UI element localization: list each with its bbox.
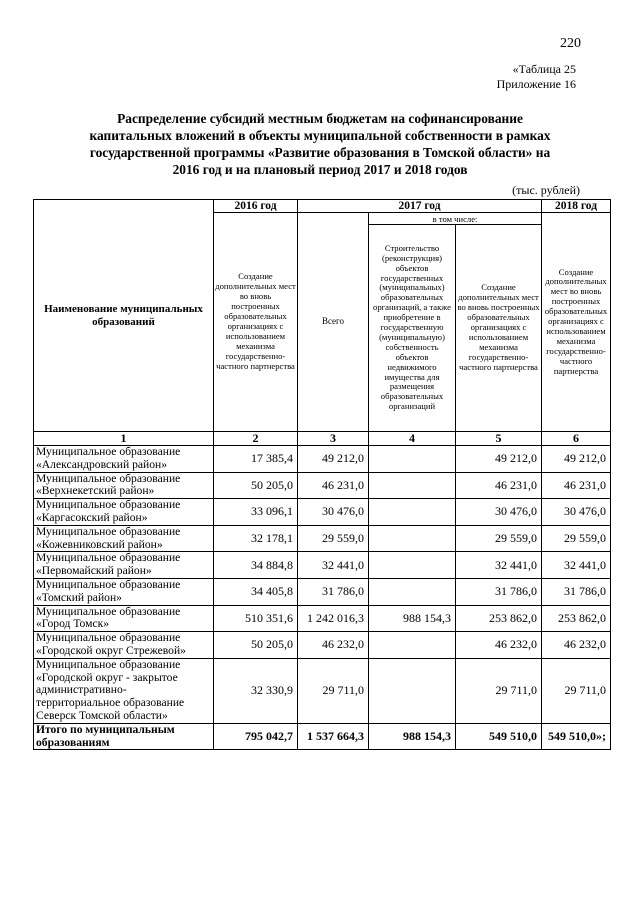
- value-2017-places: 29 559,0: [456, 525, 542, 552]
- municipality-name: Муниципальное образование «Томский район»: [34, 578, 214, 605]
- value-2017-construction: [369, 525, 456, 552]
- table-label: «Таблица 25: [512, 62, 576, 76]
- column-numbers-row: [34, 432, 611, 446]
- header-2017-total: Всего: [298, 213, 369, 432]
- total-label: Итого по муниципальным образованиям: [34, 723, 214, 750]
- value-2018: 46 232,0: [542, 632, 611, 659]
- value-2016: 34 884,8: [214, 552, 298, 579]
- value-2017-places: 31 786,0: [456, 578, 542, 605]
- column-number: 2: [214, 432, 298, 446]
- value-2016: 50 205,0: [214, 472, 298, 499]
- column-number: 3: [298, 432, 369, 446]
- value-2017-construction: [369, 472, 456, 499]
- title-line: государственной программы «Развитие образования в Томской области» на: [89, 145, 551, 160]
- column-number: 5: [456, 432, 542, 446]
- table-row: [34, 658, 611, 723]
- header-year-2016: 2016 год: [214, 200, 298, 213]
- value-2016: 510 351,6: [214, 605, 298, 632]
- total-2016: 795 042,7: [214, 723, 298, 750]
- value-2017-places: 32 441,0: [456, 552, 542, 579]
- title-line: Распределение субсидий местным бюджетам на софинансирование: [117, 111, 523, 126]
- value-2018: 29 711,0: [542, 658, 611, 723]
- header-2016-places: Создание дополнительных мест во вновь построенных образовательных организациях с использованием механизма государственно-частного партнерства: [214, 213, 298, 432]
- value-2016: 32 330,9: [214, 658, 298, 723]
- value-2018: 31 786,0: [542, 578, 611, 605]
- document-title: [80, 110, 560, 178]
- municipality-name: Муниципальное образование «Верхнекетский район»: [34, 472, 214, 499]
- municipality-name: Муниципальное образование «Каргасокский район»: [34, 499, 214, 526]
- value-2017-construction: [369, 446, 456, 473]
- table-row: [34, 446, 611, 473]
- value-2017-total: 46 232,0: [298, 632, 369, 659]
- value-2018: 46 231,0: [542, 472, 611, 499]
- value-2017-construction: [369, 658, 456, 723]
- header-year-2017: 2017 год: [298, 200, 542, 213]
- value-2017-places: 49 212,0: [456, 446, 542, 473]
- header-name: Наименование муниципальных образований: [34, 200, 214, 432]
- value-2017-places: 253 862,0: [456, 605, 542, 632]
- value-2018: 29 559,0: [542, 525, 611, 552]
- value-2016: 33 096,1: [214, 499, 298, 526]
- municipality-name: Муниципальное образование «Городской округ Стрежевой»: [34, 632, 214, 659]
- value-2017-total: 30 476,0: [298, 499, 369, 526]
- column-number: 1: [34, 432, 214, 446]
- total-2018: 549 510,0»;: [542, 723, 611, 750]
- value-2017-total: 31 786,0: [298, 578, 369, 605]
- title-line: 2016 год и на плановый период 2017 и 2018 годов: [172, 162, 468, 177]
- column-number: 6: [542, 432, 611, 446]
- table-row: [34, 472, 611, 499]
- value-2016: 32 178,1: [214, 525, 298, 552]
- value-2017-construction: [369, 552, 456, 579]
- appendix-label: Приложение 16: [496, 77, 576, 91]
- municipality-name: Муниципальное образование «Первомайский район»: [34, 552, 214, 579]
- value-2017-total: 49 212,0: [298, 446, 369, 473]
- units-label: (тыс. рублей): [512, 183, 580, 197]
- total-row: [34, 723, 611, 750]
- total-2017-construction: 988 154,3: [369, 723, 456, 750]
- table-row: [34, 578, 611, 605]
- value-2017-total: 32 441,0: [298, 552, 369, 579]
- header-2017-construction: Строительство (реконструкция) объектов государственных (муниципальных) образовательных организаций, а также приобретение в государственную (муниципальную) собственность объектов недвижимого имущества для размещения образовательных организаций: [369, 225, 456, 432]
- value-2018: 253 862,0: [542, 605, 611, 632]
- value-2018: 49 212,0: [542, 446, 611, 473]
- value-2018: 32 441,0: [542, 552, 611, 579]
- value-2016: 34 405,8: [214, 578, 298, 605]
- table-row: [34, 632, 611, 659]
- municipality-name: Муниципальное образование «Город Томск»: [34, 605, 214, 632]
- value-2017-construction: [369, 578, 456, 605]
- table-row: [34, 552, 611, 579]
- total-2017: 1 537 664,3: [298, 723, 369, 750]
- value-2017-construction: 988 154,3: [369, 605, 456, 632]
- header-2017-places: Создание дополнительных мест во вновь построенных образовательных организациях с использованием механизма государственно-частного партнерства: [456, 225, 542, 432]
- page-number: 220: [560, 36, 581, 51]
- value-2016: 17 385,4: [214, 446, 298, 473]
- value-2018: 30 476,0: [542, 499, 611, 526]
- value-2017-places: 46 232,0: [456, 632, 542, 659]
- value-2017-places: 46 231,0: [456, 472, 542, 499]
- total-2017-places: 549 510,0: [456, 723, 542, 750]
- table-row: [34, 499, 611, 526]
- value-2016: 50 205,0: [214, 632, 298, 659]
- header-including: в том числе:: [369, 213, 542, 225]
- header-year-2018: 2018 год: [542, 200, 611, 213]
- value-2017-total: 29 559,0: [298, 525, 369, 552]
- table-row: [34, 525, 611, 552]
- header-2018-places: Создание дополнительных мест во вновь построенных образовательных организациях с использованием механизма государственно-частного партнерства: [542, 213, 611, 432]
- value-2017-total: 1 242 016,3: [298, 605, 369, 632]
- title-line: капитальных вложений в объекты муниципальной собственности в рамках: [89, 128, 551, 143]
- value-2017-places: 30 476,0: [456, 499, 542, 526]
- municipality-name: Муниципальное образование «Кожевниковский район»: [34, 525, 214, 552]
- value-2017-places: 29 711,0: [456, 658, 542, 723]
- municipality-name: Муниципальное образование «Александровский район»: [34, 446, 214, 473]
- municipality-name: Муниципальное образование «Городской округ - закрытое административно-территориальное образование Северск Томской области»: [34, 658, 214, 723]
- subsidy-table: [33, 199, 611, 750]
- value-2017-construction: [369, 632, 456, 659]
- value-2017-construction: [369, 499, 456, 526]
- value-2017-total: 29 711,0: [298, 658, 369, 723]
- value-2017-total: 46 231,0: [298, 472, 369, 499]
- table-reference: [497, 62, 576, 92]
- table-row: [34, 605, 611, 632]
- column-number: 4: [369, 432, 456, 446]
